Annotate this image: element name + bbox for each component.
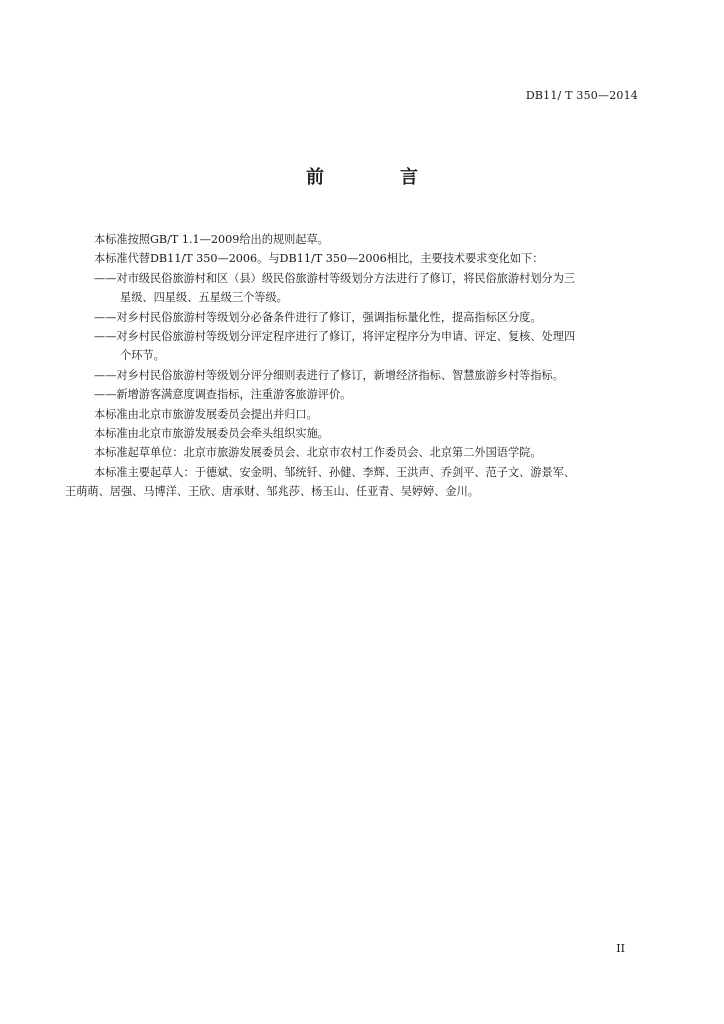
change-item-1-continued: 星级、四星级、五星级三个等级。: [120, 291, 288, 305]
change-item-2: ——对乡村民俗旅游村等级划分必备条件进行了修订，强调指标量化性，提高指标区分度。: [94, 310, 542, 324]
change-item-3-continued: 个环节。: [120, 349, 165, 363]
document-code: DB11/ T 350—2014: [525, 89, 638, 102]
paragraph-drafting-units: 本标准起草单位：北京市旅游发展委员会、北京市农村工作委员会、北京第二外国语学院。: [94, 446, 542, 460]
paragraph-drafters: 本标准主要起草人：于德斌、安金明、邹统钎、孙健、李辉、王洪声、乔剑平、范子文、游景军、: [94, 465, 576, 479]
page-number: II: [616, 942, 625, 955]
change-item-4: ——对乡村民俗旅游村等级划分评分细则表进行了修订，新增经济指标、智慧旅游乡村等指标。: [94, 368, 564, 382]
paragraph-replacement: 本标准代替DB11/T 350—2006。与DB11/T 350—2006相比，主要技术要求变化如下：: [94, 252, 544, 266]
title-char-right: 言: [400, 167, 418, 188]
change-item-1: ——对市级民俗旅游村和区（县）级民俗旅游村等级划分方法进行了修订，将民俗旅游村划分为三: [94, 271, 576, 285]
paragraph-implementer: 本标准由北京市旅游发展委员会牵头组织实施。: [94, 427, 329, 441]
page-title: [0, 163, 724, 189]
change-item-5: ——新增游客满意度调查指标，注重游客旅游评价。: [94, 388, 352, 402]
title-char-left: 前: [306, 167, 324, 188]
paragraph-drafters-continued: 王萌萌、居强、马博洋、王欣、唐承财、邹兆莎、杨玉山、任亚青、吴婷婷、金川。: [65, 485, 479, 499]
foreword-body: [65, 230, 645, 502]
change-item-3: ——对乡村民俗旅游村等级划分评定程序进行了修订，将评定程序分为申请、评定、复核、处理四: [94, 330, 576, 344]
paragraph-proposer: 本标准由北京市旅游发展委员会提出并归口。: [94, 407, 318, 421]
paragraph-drafting-rules: 本标准按照GB/T 1.1—2009给出的规则起草。: [94, 233, 329, 246]
